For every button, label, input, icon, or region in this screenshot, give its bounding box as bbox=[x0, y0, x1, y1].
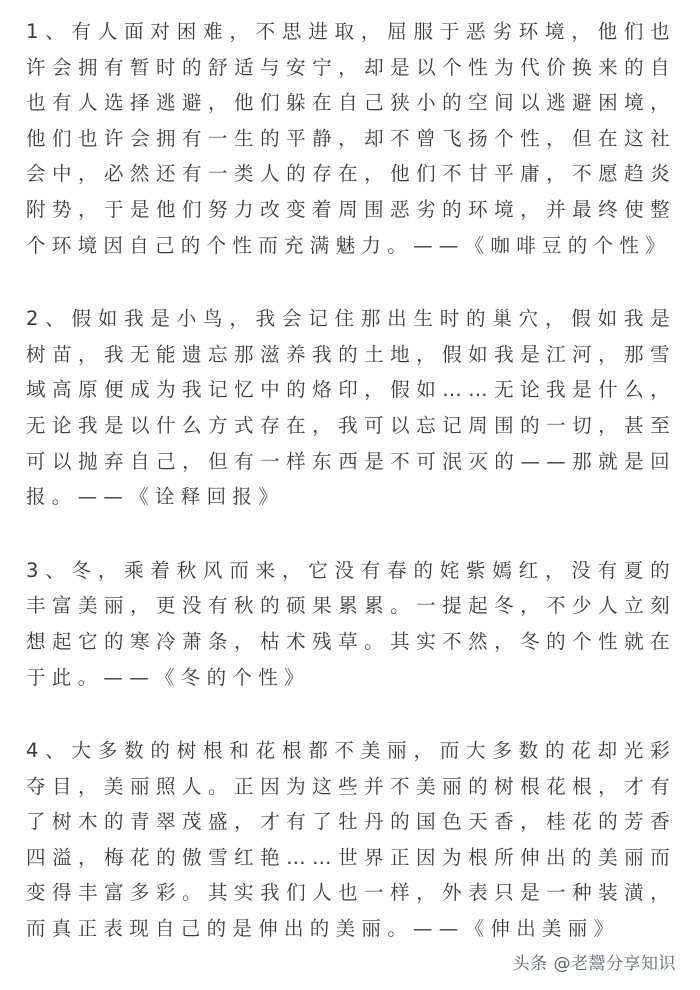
article-body bbox=[26, 14, 676, 985]
paragraph-1: 1、有人面对困难，不思进取，屈服于恶劣环境，他们也许会拥有暂时的舒适与安宁，却是以个性为代价换来的自也有人选择逃避，他们躲在自己狭小的空间以逃避困境，他们也许会拥有一生的平静，却不曾飞扬个性，但在这社会中，必然还有一类人的存在，他们不甘平庸，不愿趋炎附势，于是他们努力改变着周围恶劣的环境，并最终使整个环境因自己的个性而充满魅力。——《咖啡豆的个性》 bbox=[26, 20, 676, 257]
source-watermark: 头条 @老鬶分享知识 bbox=[512, 954, 676, 974]
paragraph-2: 2、假如我是小鸟，我会记住那出生时的巢穴，假如我是树苗，我无能遗忘那滋养我的土地，假如我是江河，那雪域高原便成为我记忆中的烙印，假如……无论我是什么，无论我是以什么方式存在，我可以忘记周围的一切，甚至可以抛弃自己，但有一样东西是不可泯灭的——那就是回报。——《诠释回报》 bbox=[26, 307, 676, 509]
paragraph-3: 3、冬，乘着秋风而来，它没有春的姹紫嫣红，没有夏的丰富美丽，更没有秋的硕果累累。一提起冬，不少人立刻想起它的寒冷萧条，枯术残草。其实不然，冬的个性就在于此。——《冬的个性》 bbox=[26, 558, 676, 689]
paragraph-4: 4、大多数的树根和花根都不美丽，而大多数的花却光彩夺目，美丽照人。正因为这些并不美丽的树根花根，才有了树木的青翠茂盛，才有了牡丹的国色天香，桂花的芳香四溢，梅花的傲雪红艳……世界正因为根所伸出的美丽而变得丰富多彩。其实我们人也一样，外表只是一种装潢，而真正表现自己的是伸出的美丽。——《伸出美丽》 bbox=[26, 739, 676, 941]
